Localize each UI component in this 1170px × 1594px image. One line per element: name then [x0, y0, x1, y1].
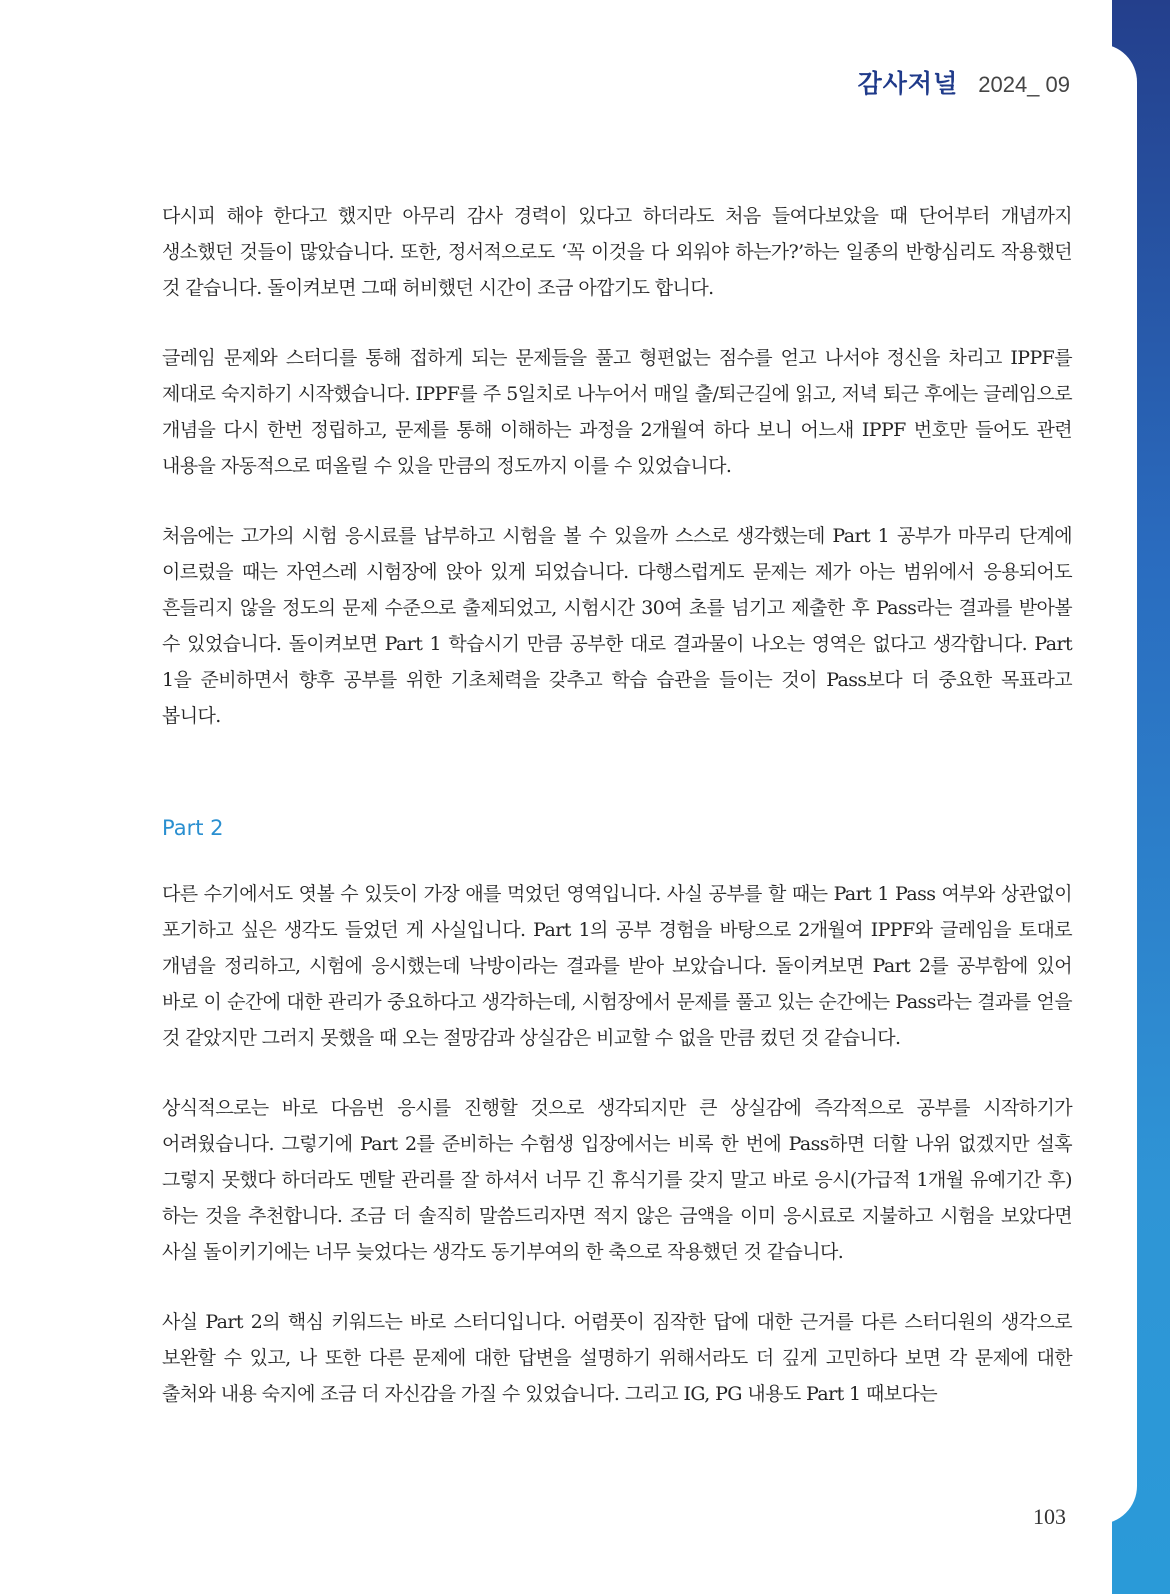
section-title-part-2: Part 2 — [162, 816, 224, 840]
paragraph: 다시피 해야 한다고 했지만 아무리 감사 경력이 있다고 하더라도 처음 들여다보았을 때 단어부터 개념까지 생소했던 것들이 많았습니다. 또한, 정서적으로도 ‘꼭 이것을 다 외워야 하는가?’하는 일종의 반항심리도 작용했던 것 같습니다. 돌이켜보면 그때 허비했던 시간이 조금 아깝기도 합니다. — [162, 205, 1072, 299]
running-header — [858, 64, 1070, 100]
paragraph: 상식적으로는 바로 다음번 응시를 진행할 것으로 생각되지만 큰 상실감에 즉각적으로 공부를 시작하기가 어려웠습니다. 그렇기에 Part 2를 준비하는 수험생 입장에서는 비록 한 번에 Pass하면 더할 나위 없겠지만 설혹 그렇지 못했다 하더라도 멘탈 관리를 잘 하셔서 너무 긴 휴식기를 갖지 말고 바로 응시(가급적 1개월 유예기간 후)하는 것을 추천합니다. 조금 더 솔직히 말씀드리자면 적지 않은 금액을 이미 응시료로 지불하고 시험을 보았다면 사실 돌이키기에는 너무 늦었다는 생각도 동기부여의 한 축으로 작용했던 것 같습니다. — [162, 1097, 1072, 1263]
page-number: 103 — [1033, 1504, 1066, 1529]
journal-name: 감사저널 — [857, 69, 959, 98]
page-edge-curve — [1097, 44, 1137, 1524]
paragraph: 글레임 문제와 스터디를 통해 접하게 되는 문제들을 풀고 형편없는 점수를 얻고 나서야 정신을 차리고 IPPF를 제대로 숙지하기 시작했습니다. IPPF를 주 5일치로 나누어서 매일 출/퇴근길에 읽고, 저녁 퇴근 후에는 글레임으로 개념을 다시 한번 정립하고, 문제를 통해 이해하는 과정을 2개월여 하다 보니 어느새 IPPF 번호만 들어도 관련 내용을 자동적으로 떠올릴 수 있을 만큼의 정도까지 이를 수 있었습니다. — [162, 347, 1072, 477]
paragraph: 다른 수기에서도 엿볼 수 있듯이 가장 애를 먹었던 영역입니다. 사실 공부를 할 때는 Part 1 Pass 여부와 상관없이 포기하고 싶은 생각도 들었던 게 사실입니다. Part 1의 공부 경험을 바탕으로 2개월여 IPPF와 글레임을 토대로 개념을 정리하고, 시험에 응시했는데 낙방이라는 결과를 받아 보았습니다. 돌이켜보면 Part 2를 공부함에 있어 바로 이 순간에 대한 관리가 중요하다고 생각하는데, 시험장에서 문제를 풀고 있는 순간에는 Pass라는 결과를 얻을 것 같았지만 그러지 못했을 때 오는 절망감과 상실감은 비교할 수 없을 만큼 컸던 것 같습니다. — [162, 883, 1072, 1049]
article-body — [162, 198, 1072, 1446]
paragraph: 사실 Part 2의 핵심 키워드는 바로 스터디입니다. 어렴풋이 짐작한 답에 대한 근거를 다른 스터디원의 생각으로 보완할 수 있고, 나 또한 다른 문제에 대한 답변을 설명하기 위해서라도 더 깊게 고민하다 보면 각 문제에 대한 출처와 내용 숙지에 조금 더 자신감을 가질 수 있었습니다. 그리고 IG, PG 내용도 Part 1 때보다는 — [162, 1311, 1072, 1405]
issue-date: 2024_ 09 — [978, 72, 1070, 97]
paragraph: 처음에는 고가의 시험 응시료를 납부하고 시험을 볼 수 있을까 스스로 생각했는데 Part 1 공부가 마무리 단계에 이르렀을 때는 자연스레 시험장에 앉아 있게 되었습니다. 다행스럽게도 문제는 제가 아는 범위에서 응용되어도 흔들리지 않을 정도의 문제 수준으로 출제되었고, 시험시간 30여 초를 넘기고 제출한 후 Pass라는 결과를 받아볼 수 있었습니다. 돌이켜보면 Part 1 학습시기 만큼 공부한 대로 결과물이 나오는 영역은 없다고 생각합니다. Part 1을 준비하면서 향후 공부를 위한 기초체력을 갖추고 학습 습관을 들이는 것이 Pass보다 더 중요한 목표라고 봅니다. — [162, 525, 1072, 727]
